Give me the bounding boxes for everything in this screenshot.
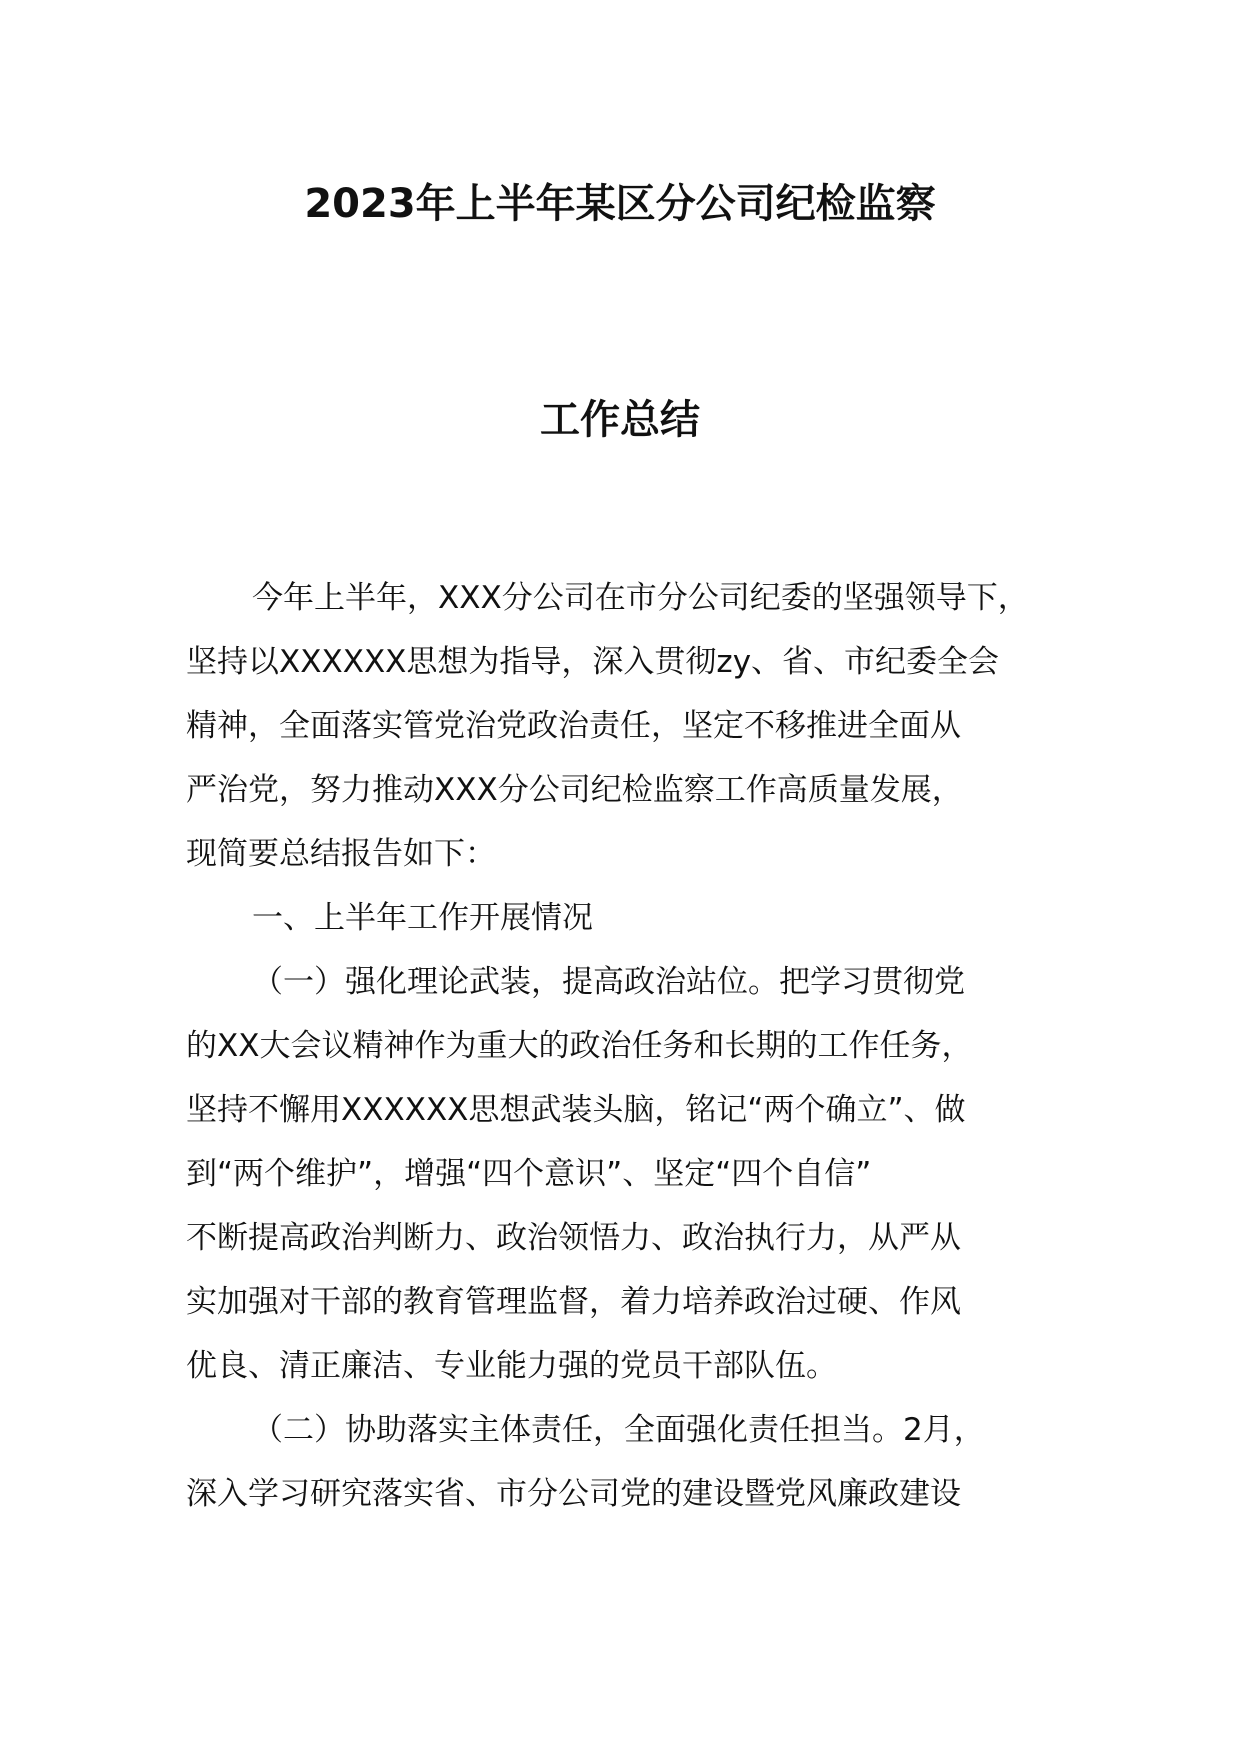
body-line-9: 坚持不懈用XXXXXX思想武装头脑，铭记“两个确立”、做 [186,1092,966,1128]
body-line-1: 今年上半年，XXX分公司在市分公司纪委的坚强领导下， [252,580,1029,616]
body-line-4: 严治党，努力推动XXX分公司纪检监察工作高质量发展， [186,772,963,808]
document-title-line-1: 2023年上半年某区分公司纪检监察 [304,181,936,227]
body-line-15: 深入学习研究落实省、市分公司党的建设暨党风廉政建设 [186,1476,961,1512]
body-line-5: 现简要总结报告如下： [186,836,496,872]
body-line-12: 实加强对干部的教育管理监督，着力培养政治过硬、作风 [186,1284,961,1320]
document-title-line-2: 工作总结 [540,397,700,443]
body-line-11: 不断提高政治判断力、政治领悟力、政治执行力，从严从 [186,1220,961,1256]
body-line-7: （一）强化理论武装，提高政治站位。把学习贯彻党 [252,964,965,1000]
body-line-2: 坚持以XXXXXX思想为指导，深入贯彻zy、省、市纪委全会 [186,644,1000,680]
body-line-8: 的XX大会议精神作为重大的政治任务和长期的工作任务， [186,1028,973,1064]
section-heading: 一、上半年工作开展情况 [252,900,593,936]
body-line-14: （二）协助落实主体责任，全面强化责任担当。2月， [252,1412,985,1448]
body-line-13: 优良、清正廉洁、专业能力强的党员干部队伍。 [186,1348,837,1384]
body-line-3: 精神，全面落实管党治党政治责任，坚定不移推进全面从 [186,708,961,744]
body-line-10: 到“两个维护”，增强“四个意识”、坚定“四个自信” [186,1156,872,1192]
